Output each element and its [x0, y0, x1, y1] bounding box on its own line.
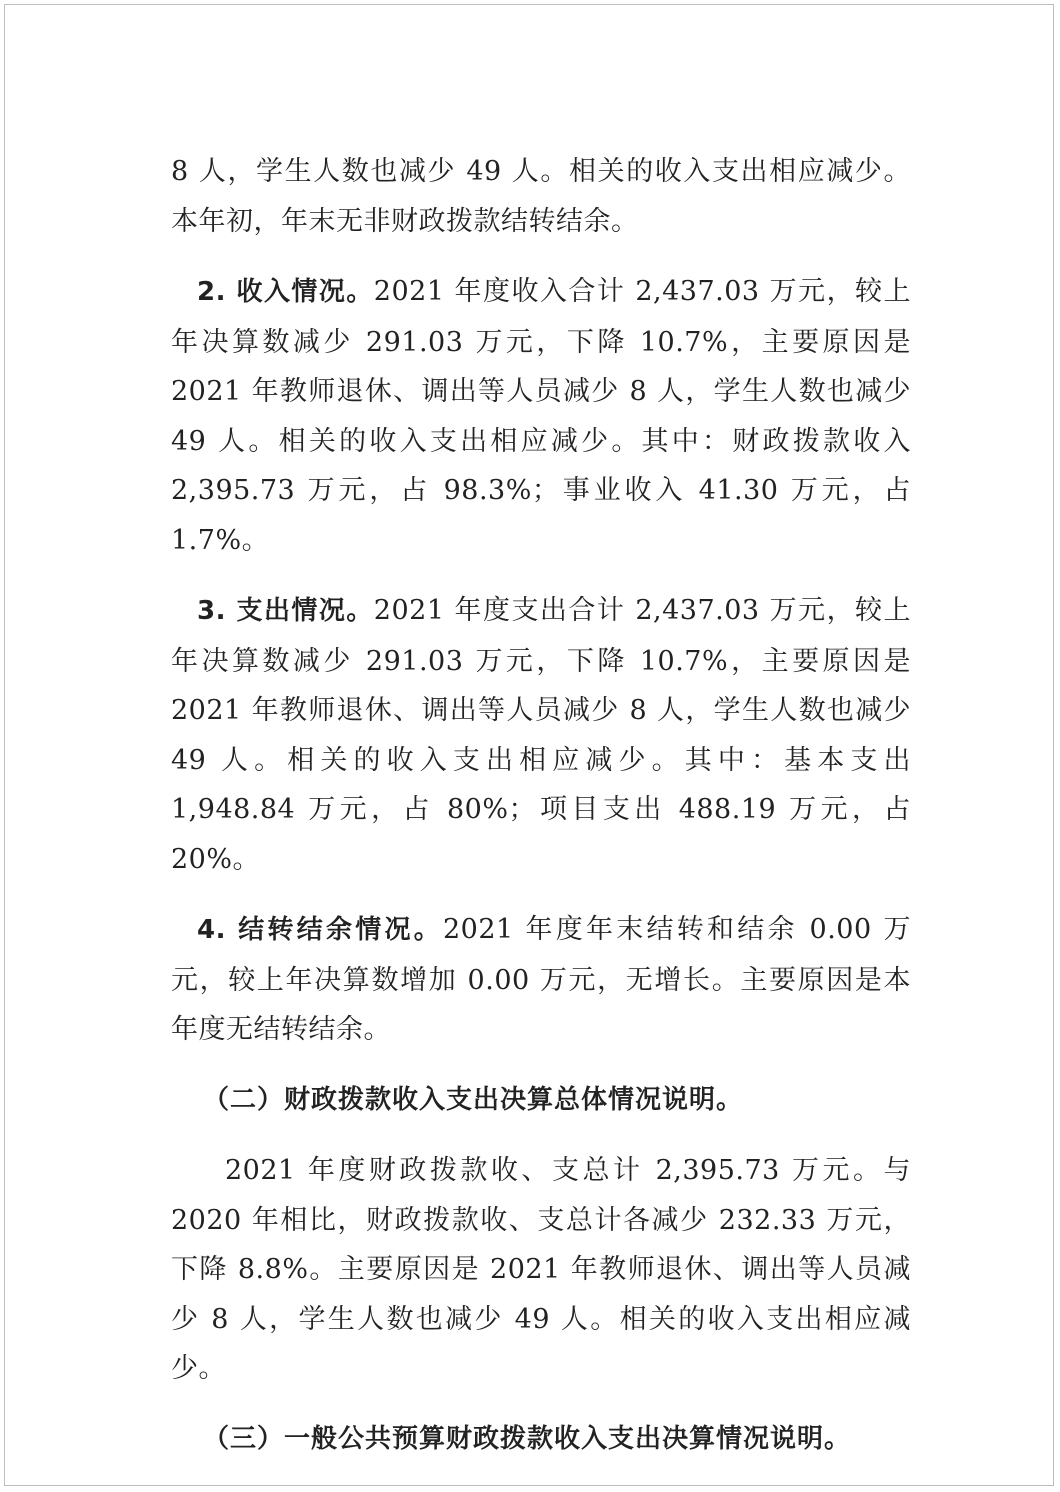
paragraph-continuation: 8 人，学生人数也减少 49 人。相关的收入支出相应减少。本年初，年末无非财政拨款结转结余。: [171, 156, 911, 237]
income-heading: 2. 收入情况。: [197, 277, 374, 307]
document-page: [4, 4, 1054, 1486]
section-heading-3: （三）一般公共预算财政拨款收入支出决算情况说明。: [203, 1423, 852, 1454]
carryover-text: 2021 年度年末结转和结余 0.00 万元，较上年决算数增加 0.00 万元，无增长。主要原因是本年度无结转结余。: [171, 914, 911, 1045]
paragraph-fiscal-total: 2021 年度财政拨款收、支总计 2,395.73 万元。与 2020 年相比，财政拨款收、支总计各减少 232.33 万元，下降 8.8%。主要原因是 2021 年教师退休、调出等人员减少 8 人，学生人数也减少 49 人。相关的收入支出相应减少。: [171, 1155, 911, 1384]
paragraph-expenditure: [171, 586, 911, 884]
paragraph-carryover: [171, 905, 911, 1055]
document-body: [171, 147, 911, 1485]
income-text: 2021 年度收入合计 2,437.03 万元，较上年决算数减少 291.03 万元，下降 10.7%，主要原因是 2021 年教师退休、调出等人员减少 8 人，学生人数也减少 49 人。相关的收入支出相应减少。其中：财政拨款收入 2,395.73 万元，占 98.3%；事业收入 41.30 万元，占 1.7%。: [171, 276, 911, 556]
expenditure-text: 2021 年度支出合计 2,437.03 万元，较上年决算数减少 291.03 万元，下降 10.7%，主要原因是 2021 年教师退休、调出等人员减少 8 人，学生人数也减少 49 人。相关的收入支出相应减少。其中：基本支出 1,948.84 万元，占 80%；项目支出 488.19 万元，占 20%。: [171, 595, 911, 875]
paragraph-income: [171, 267, 911, 565]
section-heading-2: （二）财政拨款收入支出决算总体情况说明。: [203, 1084, 744, 1115]
expenditure-heading: 3. 支出情况。: [197, 596, 374, 626]
carryover-heading: 4. 结转结余情况。: [197, 915, 443, 945]
